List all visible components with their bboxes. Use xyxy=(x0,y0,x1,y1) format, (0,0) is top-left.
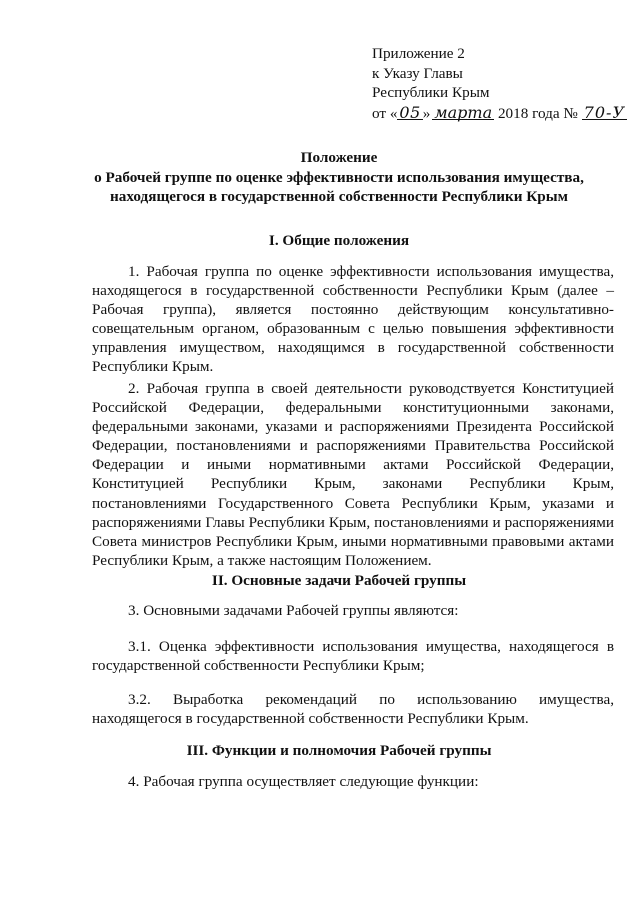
section-heading-2: II. Основные задачи Рабочей группы xyxy=(211,572,467,589)
date-suffix: 2018 года № xyxy=(497,104,578,122)
paragraph-3: 3. Основными задачами Рабочей группы являются: xyxy=(128,602,459,619)
appendix-line-2: к Указу Главы xyxy=(372,64,463,82)
paragraph-3-1: 3.1. Оценка эффективности использования имущества, находящегося в государственной собственности Республики Крым; xyxy=(92,638,614,675)
title-line-2: о Рабочей группе по оценке эффективности использования имущества, xyxy=(94,168,584,186)
appendix-header xyxy=(372,44,627,123)
appendix-date-line xyxy=(372,103,627,124)
paragraph-4: 4. Рабочая группа осуществляет следующие функции: xyxy=(128,773,479,790)
section-heading-3: III. Функции и полномочия Рабочей группы xyxy=(186,742,492,759)
appendix-line-3: Республики Крым xyxy=(372,84,490,101)
decree-number-handwritten: 70-У xyxy=(583,102,625,122)
appendix-line-1: Приложение 2 xyxy=(372,45,465,62)
date-day-handwritten: 05 xyxy=(399,102,421,122)
title-line-3: находящегося в государственной собственности Республики Крым xyxy=(110,188,568,205)
date-prefix: от « xyxy=(372,104,398,122)
paragraph-2: 2. Рабочая группа в своей деятельности руководствуется Конституцией Российской Федерации, федеральными конституционными законами, федеральными законами, указами и распоряжениями Президента Российской Федерации, постановлениями и распоряжениями Правительства Российской Федерации и иными нормативными актами Российской Федерации, Конституцией Республики Крым, законами Республики Крым, постановлениями Государственного Совета Республики Крым, указами и распоряжениями Главы Республики Крым, постановлениями и распоряжениями Совета министров Республики Крым, иными нормативными правовыми актами Республики Крым, а также настоящим Положением. xyxy=(92,380,614,569)
date-month-handwritten: марта xyxy=(434,102,493,122)
section-heading-1: I. Общие положения xyxy=(268,232,410,249)
document-title xyxy=(92,148,586,207)
date-mid: » xyxy=(422,104,431,122)
title-line-1: Положение xyxy=(300,149,378,166)
paragraph-3-2: 3.2. Выработка рекомендаций по использованию имущества, находящегося в государственной собственности Республики Крым. xyxy=(92,691,614,728)
paragraph-1: 1. Рабочая группа по оценке эффективности использования имущества, находящегося в государственной собственности Республики Крым (далее – Рабочая группа), является постоянно действующим консультативно-совещательным органом, образованным с целью повышения эффективности управления имуществом, находящимся в государственной собственности Республики Крым. xyxy=(92,263,614,376)
